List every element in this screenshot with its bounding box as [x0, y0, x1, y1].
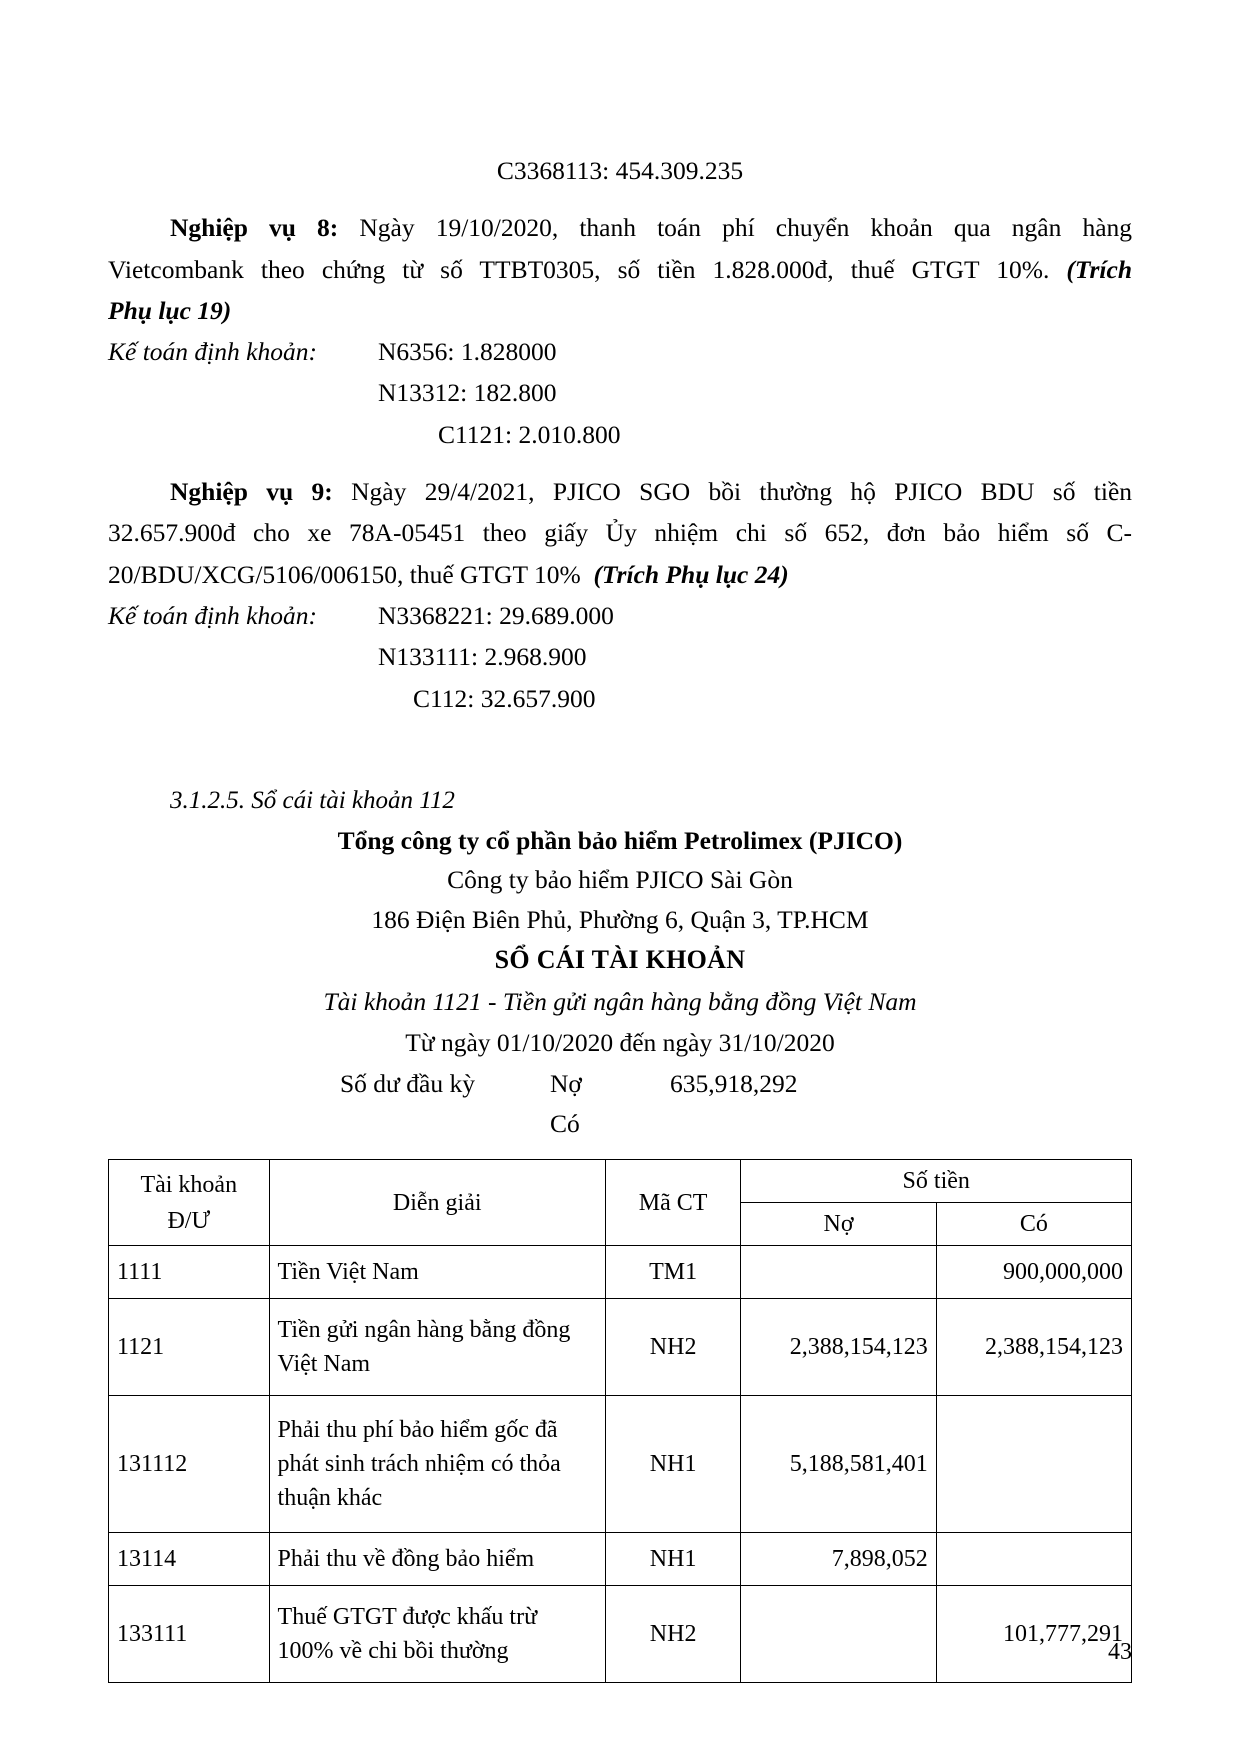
table-header-row-1 — [109, 1160, 1132, 1203]
cell-debit: 5,188,581,401 — [741, 1396, 936, 1533]
page-number: 43 — [1108, 1639, 1132, 1665]
transaction-8-body-2: Vietcombank theo chứng từ số TTBT0305, số tiền 1.828.000đ, thuế GTGT 10%. — [108, 254, 1050, 284]
table-row — [109, 1246, 1132, 1299]
ledger-table-head — [109, 1160, 1132, 1246]
cell-credit — [936, 1396, 1131, 1533]
transaction-9-posting-2: C112: 32.657.900 — [413, 683, 596, 713]
header-doc-code: Mã CT — [605, 1160, 741, 1246]
table-row — [109, 1396, 1132, 1533]
cell-account: 133111 — [109, 1586, 270, 1683]
ledger-subtitle: Tài khoản 1121 - Tiền gửi ngân hàng bằng đồng Việt Nam — [323, 987, 917, 1016]
transaction-9-posting-row-1 — [108, 595, 1132, 636]
opening-balance-debit-label: Nợ — [550, 1068, 582, 1098]
table-row — [109, 1299, 1132, 1396]
opening-balance-spacer — [340, 1104, 550, 1145]
organization-header — [108, 821, 1132, 940]
cell-debit — [741, 1246, 936, 1299]
cell-doc-code: TM1 — [605, 1246, 741, 1299]
cell-credit: 2,388,154,123 — [936, 1299, 1131, 1396]
ledger-table-body — [109, 1246, 1132, 1683]
spacer — [108, 191, 1132, 207]
transaction-8-posting-label: Kế toán định khoản: — [108, 337, 317, 367]
transaction-8-posting-2: C1121: 2.010.800 — [438, 419, 621, 449]
transaction-8-ref-part-1: (Trích — [1066, 254, 1133, 284]
transaction-9-posting-label: Kế toán định khoản: — [108, 600, 317, 630]
ledger-table — [108, 1159, 1132, 1683]
cell-account: 13114 — [109, 1533, 270, 1586]
cell-account: 1111 — [109, 1246, 270, 1299]
transaction-8-posting-row-2 — [378, 372, 1132, 413]
cell-description: Tiền gửi ngân hàng bằng đồng Việt Nam — [269, 1299, 605, 1396]
transaction-9-paragraph-line-2 — [108, 512, 1132, 553]
spacer — [108, 455, 1132, 471]
transaction-9-block — [108, 471, 1132, 719]
table-row — [109, 1586, 1132, 1683]
transaction-8-posting-0: N6356: 1.828000 — [378, 337, 557, 367]
transaction-8-posting-row-1 — [108, 331, 1132, 372]
cell-debit: 7,898,052 — [741, 1533, 936, 1586]
transaction-8-label: Nghiệp vụ 8: — [170, 213, 339, 243]
carryover-posting-line: C3368113: 454.309.235 — [496, 156, 744, 185]
transaction-8-posting-row-3 — [438, 414, 1132, 455]
transaction-8-paragraph-line-1 — [108, 207, 1132, 248]
header-credit: Có — [936, 1203, 1131, 1246]
cell-debit: 2,388,154,123 — [741, 1299, 936, 1396]
cell-account: 131112 — [109, 1396, 270, 1533]
opening-balance-credit-label: Có — [550, 1109, 580, 1139]
table-row — [109, 1533, 1132, 1586]
header-description: Diễn giải — [269, 1160, 605, 1246]
transaction-9-posting-row-3 — [413, 678, 1132, 719]
cell-doc-code: NH1 — [605, 1533, 741, 1586]
opening-balance-credit-value — [670, 1104, 900, 1145]
cell-description: Thuế GTGT được khấu trừ 100% về chi bồi thường — [269, 1586, 605, 1683]
cell-description: Phải thu về đồng bảo hiểm — [269, 1533, 605, 1586]
transaction-9-body-2: 32.657.900đ cho xe 78A-05451 theo giấy Ủy nhiệm chi số 652, đơn bảo hiểm số C- — [108, 518, 1132, 548]
ledger-title-block — [108, 939, 1132, 1145]
header-debit: Nợ — [741, 1203, 936, 1246]
opening-balance-label: Số dư đầu kỳ — [340, 1068, 475, 1098]
header-account-line-1: Tài khoản — [140, 1171, 238, 1198]
opening-balance-debit-value: 635,918,292 — [670, 1068, 798, 1098]
cell-doc-code: NH2 — [605, 1299, 741, 1396]
transaction-8-posting-1: N13312: 182.800 — [378, 378, 557, 408]
opening-balance-debit-row — [108, 1064, 1132, 1105]
cell-doc-code: NH2 — [605, 1586, 741, 1683]
organization-address: 186 Điện Biên Phủ, Phường 6, Quận 3, TP.HCM — [371, 904, 869, 934]
transaction-8-paragraph-line-2 — [108, 249, 1132, 290]
cell-credit — [936, 1533, 1131, 1586]
transaction-9-paragraph-line-1 — [108, 471, 1132, 512]
organization-name-line-2: Công ty bảo hiểm PJICO Sài Gòn — [447, 865, 793, 895]
organization-name-line-1: Tổng công ty cổ phần bảo hiểm Petrolimex (PJICO) — [337, 825, 903, 855]
header-amount: Số tiền — [741, 1160, 1132, 1203]
transaction-9-paragraph-line-3 — [108, 554, 1132, 595]
header-account-line-2: Đ/Ư — [167, 1207, 211, 1234]
cell-doc-code: NH1 — [605, 1396, 741, 1533]
cell-credit: 900,000,000 — [936, 1246, 1131, 1299]
opening-balance-credit-row — [108, 1104, 1132, 1145]
transaction-9-label: Nghiệp vụ 9: — [170, 477, 333, 507]
transaction-9-body-1: Ngày 29/4/2021, PJICO SGO bồi thường hộ PJICO BDU số tiền — [351, 477, 1133, 507]
transaction-9-posting-row-2 — [378, 636, 1132, 677]
transaction-9-ref: (Trích Phụ lục 24) — [593, 559, 789, 589]
header-account — [109, 1160, 270, 1246]
cell-description: Phải thu phí bảo hiểm gốc đã phát sinh trách nhiệm có thỏa thuận khác — [269, 1396, 605, 1533]
transaction-9-posting-0: N3368221: 29.689.000 — [378, 600, 614, 630]
transaction-9-posting-1: N133111: 2.968.900 — [378, 642, 587, 672]
ledger-period: Từ ngày 01/10/2020 đến ngày 31/10/2020 — [405, 1028, 835, 1058]
cell-credit: 101,777,291 — [936, 1586, 1131, 1683]
spacer — [108, 719, 1132, 781]
cell-description: Tiền Việt Nam — [269, 1246, 605, 1299]
cell-account: 1121 — [109, 1299, 270, 1396]
cell-debit — [741, 1586, 936, 1683]
transaction-8-body-1: Ngày 19/10/2020, thanh toán phí chuyển khoản qua ngân hàng — [359, 213, 1133, 243]
ledger-title: SỔ CÁI TÀI KHOẢN — [494, 945, 746, 975]
section-heading: 3.1.2.5. Sổ cái tài khoản 112 — [170, 786, 455, 814]
transaction-8-block — [108, 207, 1132, 455]
transaction-8-ref-part-2: Phụ lục 19) — [108, 295, 232, 325]
transaction-9-body-3: 20/BDU/XCG/5106/006150, thuế GTGT 10% — [108, 559, 581, 589]
transaction-8-paragraph-line-3 — [108, 290, 1132, 331]
